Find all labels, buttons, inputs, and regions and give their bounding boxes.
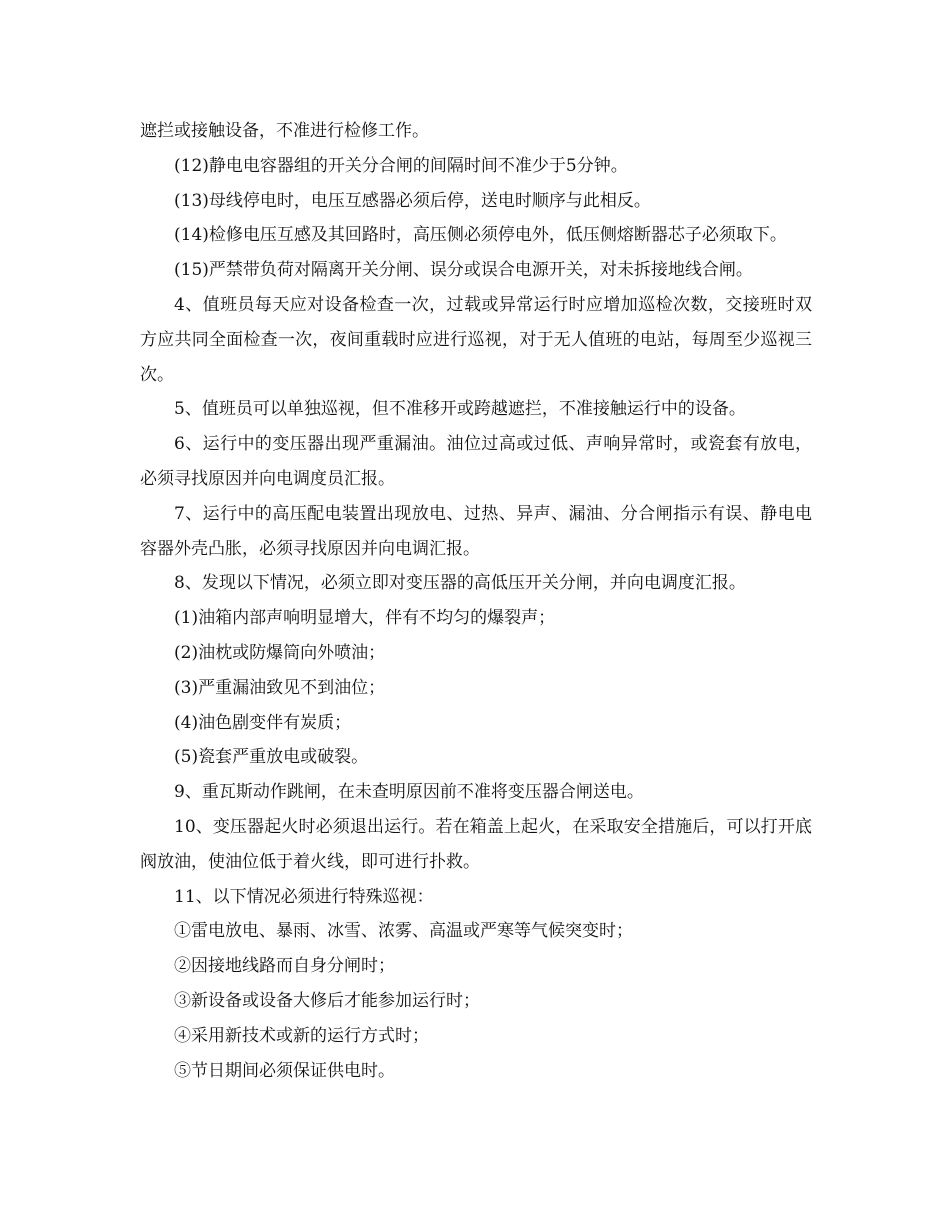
paragraph: (15)严禁带负荷对隔离开关分闸、误分或误合电源开关，对未拆接地线合闸。 (174, 260, 753, 281)
paragraph: 5、值班员可以单独巡视，但不准移开或跨越遮拦，不准接触运行中的设备。 (174, 399, 746, 420)
list-item: (5)瓷套严重放电或破裂。 (174, 747, 369, 768)
paragraph: 10、变压器起火时必须退出运行。若在箱盖上起火，在采取安全措施后，可以打开底阀放油，使油位低于着火线，即可进行扑救。 (140, 816, 812, 872)
paragraph: 7、运行中的高压配电装置出现放电、过热、异声、漏油、分合闸指示有误、静电电容器外壳凸胀，必须寻找原因并向电调汇报。 (140, 503, 812, 559)
paragraph: 11、以下情况必须进行特殊巡视： (174, 886, 434, 907)
list-item: ⑤节日期间必须保证供电时。 (174, 1060, 395, 1081)
paragraph: 9、重瓦斯动作跳闸，在未查明原因前不准将变压器合闸送电。 (174, 782, 644, 803)
list-item: (3)严重漏油致见不到油位； (174, 677, 386, 698)
paragraph: 4、值班员每天应对设备检查一次，过载或异常运行时应增加巡检次数，交接班时双方应共同全面检查一次，夜间重载时应进行巡视，对于无人值班的电站，每周至少巡视三次。 (140, 294, 812, 385)
paragraph: 遮拦或接触设备，不准进行检修工作。 (140, 121, 429, 141)
paragraph: 8、发现以下情况，必须立即对变压器的高低压开关分闸，并向电调度汇报。 (174, 573, 746, 594)
list-item: (1)油箱内部声响明显增大，伴有不均匀的爆裂声； (174, 608, 556, 629)
paragraph: (13)母线停电时，电压互感器必须后停，送电时顺序与此相反。 (174, 190, 651, 211)
document-body (140, 114, 812, 1088)
paragraph: 6、运行中的变压器出现严重漏油。油位过高或过低、声响异常时，或瓷套有放电，必须寻找原因并向电调度员汇报。 (140, 434, 812, 489)
list-item: ①雷电放电、暴雨、冰雪、浓雾、高温或严寒等气候突变时； (174, 921, 633, 942)
list-item: ②因接地线路而自身分闸时； (174, 956, 395, 977)
list-item: (2)油枕或防爆筒向外喷油； (174, 642, 386, 663)
paragraph: (12)静电电容器组的开关分合闸的间隔时间不准少于5分钟。 (174, 155, 628, 176)
list-item: ③新设备或设备大修后才能参加运行时； (174, 990, 480, 1011)
paragraph: (14)检修电压互感及其回路时，高压侧必须停电外，低压侧熔断器芯子必须取下。 (174, 225, 787, 246)
list-item: (4)油色剧变伴有炭质； (174, 712, 352, 733)
list-item: ④采用新技术或新的运行方式时； (174, 1025, 429, 1046)
